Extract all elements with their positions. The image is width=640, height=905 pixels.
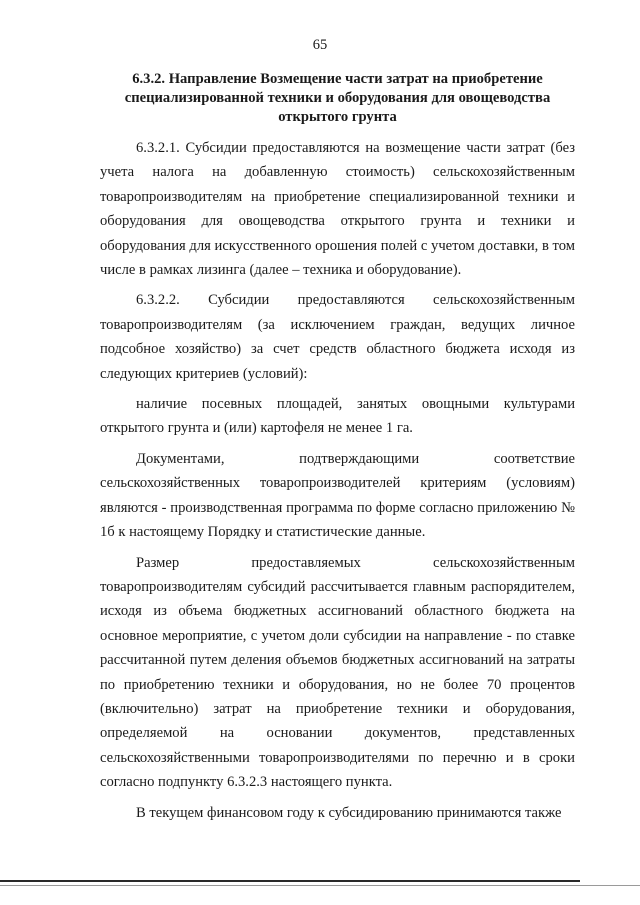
paragraph-subsidy-size: Размер предоставляемых сельскохозяйственным товаропроизводителям субсидий рассчитывается главным распорядителем, исходя из объема бюджетных ассигнований областного бюджета на основное мероприятие, с учетом доли субсидии на направление - по ставке рассчитанной путем деления объемов бюджетных ассигнований на затраты по приобретению техники и оборудования, но не более 70 процентов (включительно) затрат на приобретение техники и оборудования, определяемой на основании документов, представленных сельскохозяйственными товаропроизводителями по перечню и в сроки согласно подпункту 6.3.2.3 настоящего пункта. [100, 554, 575, 791]
scan-edge-line [0, 880, 580, 882]
section-heading: 6.3.2. Направление Возмещение части затрат на приобретение специализированной техники и оборудования для овощеводства открытого грунта [124, 71, 551, 125]
paragraph-documents: Документами, подтверждающими соответствие сельскохозяйственных товаропроизводителей критериям (условиям) являются - производственная программа по форме согласно приложению № 1б к настоящему Порядку и статистические данные. [100, 450, 575, 541]
body-text [100, 136, 575, 831]
paragraph-current-year: В текущем финансовом году к субсидированию принимаются также [136, 804, 562, 821]
paragraph-6-3-2-1: 6.3.2.1. Субсидии предоставляются на возмещение части затрат (без учета налога на добавленную стоимость) сельскохозяйственным товаропроизводителям на приобретение специализированной техники и оборудования для овощеводства открытого грунта и техники и оборудования для искусственного орошения полей с учетом доставки, в том числе в рамках лизинга (далее – техника и оборудование). [100, 140, 575, 279]
paragraph-criteria: наличие посевных площадей, занятых овощными культурами открытого грунта и (или) картофеля не менее 1 га. [100, 396, 575, 437]
paragraph-6-3-2-2: 6.3.2.2. Субсидии предоставляются сельскохозяйственным товаропроизводителям (за исключением граждан, ведущих личное подсобное хозяйство) за счет средств областного бюджета исходя из следующих критериев (условий): [100, 292, 575, 382]
scan-edge-line-thin [0, 885, 640, 886]
page-number: 65 [312, 37, 328, 53]
